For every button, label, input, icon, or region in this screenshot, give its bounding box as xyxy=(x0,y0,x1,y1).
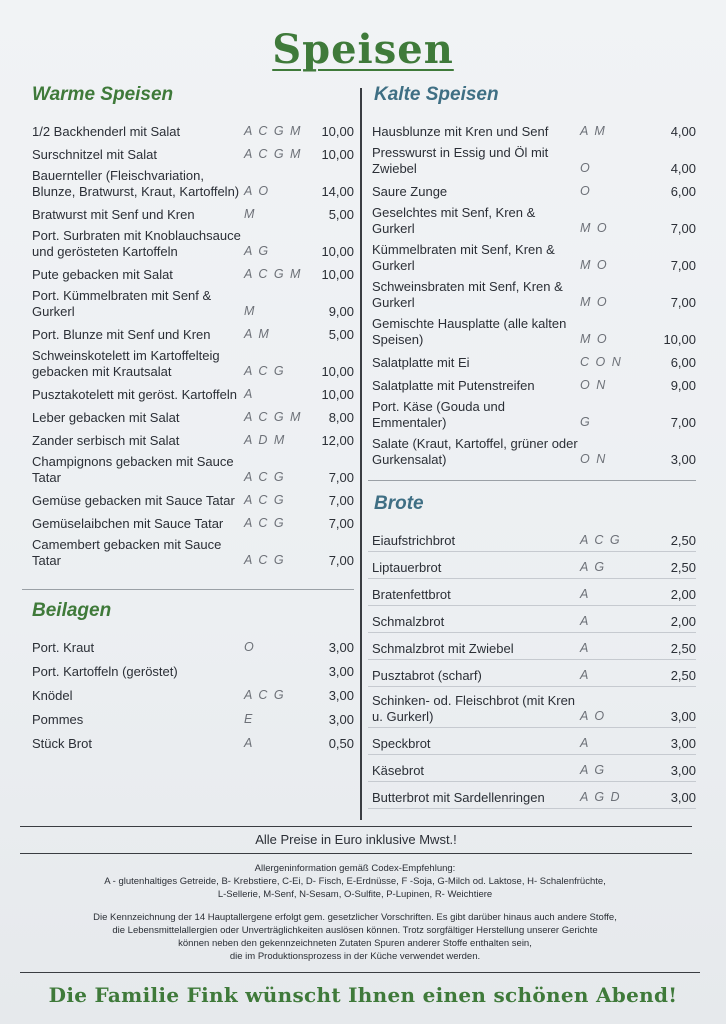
menu-item-allergens: A M xyxy=(244,327,271,341)
menu-item-allergens: M O xyxy=(580,258,609,272)
menu-item-price: 2,50 xyxy=(670,560,696,575)
menu-item-name: Salatplatte mit Ei xyxy=(372,355,470,370)
menu-item-allergens: O N xyxy=(580,452,607,466)
menu-item-name: Gemüse gebacken mit Sauce Tatar xyxy=(32,493,235,508)
footer-greeting: Die Familie Fink wünscht Ihnen einen schönen Abend! xyxy=(48,983,678,1007)
menu-item-name: Schinken- od. Fleischbrot (mit Kren u. Gurkerl) xyxy=(372,693,576,724)
menu-item-price: 8,00 xyxy=(328,410,354,425)
menu-item-name: Camembert gebacken mit Sauce Tatar xyxy=(32,537,222,568)
page-title: Speisen xyxy=(272,26,454,73)
menu-item-name: Champignons gebacken mit Sauce Tatar xyxy=(32,454,234,485)
menu-item-price: 3,00 xyxy=(328,688,354,703)
menu-item-allergens: M O xyxy=(580,295,609,309)
menu-item xyxy=(22,734,354,752)
menu-item-price: 7,00 xyxy=(328,516,354,531)
menu-item-allergens: E xyxy=(244,712,254,726)
menu-item-price: 2,50 xyxy=(670,533,696,548)
menu-item-price: 6,00 xyxy=(670,184,696,199)
menu-item-price: 6,00 xyxy=(670,355,696,370)
menu-item-name: Butterbrot mit Sardellenringen xyxy=(372,790,545,805)
allergen-line: können neben den gekennzeichneten Zutaten Spuren anderer Stoffe enthalten sein, xyxy=(178,938,532,949)
brote-section xyxy=(368,480,696,809)
menu-item-price: 3,00 xyxy=(670,790,696,805)
menu-item-allergens: A C G M xyxy=(244,410,302,424)
warme-speisen-list xyxy=(22,122,354,569)
menu-item-price: 7,00 xyxy=(670,415,696,430)
menu-item xyxy=(22,122,354,140)
menu-item-price: 10,00 xyxy=(321,124,354,139)
menu-item-name: Speckbrot xyxy=(372,736,431,751)
menu-item-price: 3,00 xyxy=(670,452,696,467)
menu-item xyxy=(22,454,354,486)
menu-item xyxy=(22,385,354,403)
menu-item-allergens: M xyxy=(244,207,256,221)
kalte-speisen-list xyxy=(368,122,696,468)
menu-item-allergens: A C G xyxy=(244,553,286,567)
menu-item-allergens: A D M xyxy=(244,433,286,447)
menu-item-allergens: O xyxy=(580,161,592,175)
menu-item xyxy=(22,514,354,532)
menu-item xyxy=(22,348,354,380)
menu-item-allergens: A G xyxy=(580,560,606,574)
menu-item-name: Bratwurst mit Senf und Kren xyxy=(32,207,195,222)
menu-item xyxy=(368,279,696,311)
menu-item xyxy=(368,122,696,140)
menu-item xyxy=(368,734,696,755)
menu-item-allergens: A xyxy=(580,614,590,628)
menu-item-price: 3,00 xyxy=(670,709,696,724)
menu-item xyxy=(22,431,354,449)
menu-item-allergens: A O xyxy=(580,709,606,723)
menu-item-price: 3,00 xyxy=(670,763,696,778)
menu-item-allergens: A xyxy=(580,668,590,682)
menu-item-allergens: A C G xyxy=(244,364,286,378)
menu-item-price: 5,00 xyxy=(328,327,354,342)
menu-item-price: 7,00 xyxy=(670,221,696,236)
menu-item-allergens: A G D xyxy=(580,790,622,804)
menu-item-allergens: A M xyxy=(580,124,607,138)
menu-item-price: 9,00 xyxy=(328,304,354,319)
brote-heading: Brote xyxy=(374,493,424,514)
menu-item-name: Knödel xyxy=(32,688,73,703)
menu-item-allergens: A xyxy=(580,641,590,655)
menu-item xyxy=(22,662,354,680)
menu-item-allergens: M O xyxy=(580,221,609,235)
menu-item-name: Bratenfettbrot xyxy=(372,587,451,602)
menu-item-allergens: A C G xyxy=(244,688,286,702)
menu-item-name: Pusztakotelett mit geröst. Kartoffeln xyxy=(32,387,237,402)
menu-item xyxy=(368,558,696,579)
menu-item-allergens: A C G M xyxy=(244,267,302,281)
menu-item-price: 10,00 xyxy=(321,267,354,282)
menu-item xyxy=(368,205,696,237)
menu-item xyxy=(22,686,354,704)
menu-item xyxy=(368,242,696,274)
allergen-info xyxy=(30,862,680,963)
menu-item xyxy=(22,710,354,728)
menu-item-price: 10,00 xyxy=(321,147,354,162)
menu-item xyxy=(22,491,354,509)
menu-item-allergens xyxy=(244,679,311,680)
beilagen-heading: Beilagen xyxy=(32,600,112,621)
menu-item-name: Schweinsbraten mit Senf, Kren & Gurkerl xyxy=(372,279,563,310)
menu-item-name: Port. Kraut xyxy=(32,640,95,655)
menu-item-allergens: O xyxy=(580,184,592,198)
menu-item-allergens: A C G M xyxy=(244,147,302,161)
menu-item-price: 12,00 xyxy=(321,433,354,448)
menu-item-price: 2,00 xyxy=(670,587,696,602)
kalte-speisen-heading: Kalte Speisen xyxy=(374,84,499,105)
menu-item-allergens: G xyxy=(580,415,592,429)
menu-item-allergens: M xyxy=(244,304,256,318)
allergen-line: A - glutenhaltiges Getreide, B- Krebstiere, C-Ei, D- Fisch, E-Erdnüsse, F -Soja, G-Milch od. Laktose, H- Schalenfrüchte, xyxy=(104,876,606,887)
menu-item-allergens: C O N xyxy=(580,355,623,369)
menu-item xyxy=(22,638,354,656)
allergen-line: die Lebensmittelallergien oder Unverträglichkeiten auslösen können. Trotz sorgfältiger Herstellung unserer Gerichte xyxy=(112,925,598,936)
menu-item-name: Schweinskotelett im Kartoffelteig gebacken mit Krautsalat xyxy=(32,348,220,379)
menu-item-allergens: A C G xyxy=(244,493,286,507)
footer-divider xyxy=(20,972,700,973)
menu-item xyxy=(22,325,354,343)
allergen-line: Die Kennzeichnung der 14 Hauptallergene erfolgt gem. gesetzlicher Vorschriften. Es gibt darüber hinaus auch andere Stoffe, xyxy=(93,912,617,923)
menu-item-name: Saure Zunge xyxy=(372,184,448,199)
menu-item-name: Gemischte Hausplatte (alle kalten Speisen) xyxy=(372,316,567,347)
menu-item-allergens: O N xyxy=(580,378,607,392)
menu-item-allergens: M O xyxy=(580,332,609,346)
menu-item xyxy=(22,145,354,163)
menu-item-name: Port. Käse (Gouda und Emmentaler) xyxy=(372,399,505,430)
menu-item-name: Zander serbisch mit Salat xyxy=(32,433,180,448)
menu-item-name: Stück Brot xyxy=(32,736,92,751)
menu-item-name: Port. Blunze mit Senf und Kren xyxy=(32,327,211,342)
menu-item-name: 1/2 Backhenderl mit Salat xyxy=(32,124,181,139)
menu-item-name: Salatplatte mit Putenstreifen xyxy=(372,378,535,393)
column-divider xyxy=(360,88,362,820)
menu-item-allergens: A C G M xyxy=(244,124,302,138)
menu-item-name: Port. Surbraten mit Knoblauchsauce und gerösteten Kartoffeln xyxy=(32,228,241,259)
menu-item-price: 9,00 xyxy=(670,378,696,393)
menu-item-name: Surschnitzel mit Salat xyxy=(32,147,157,162)
menu-item-price: 7,00 xyxy=(670,258,696,273)
menu-item-name: Port. Kümmelbraten mit Senf & Gurkerl xyxy=(32,288,212,319)
menu-item xyxy=(368,316,696,348)
menu-item-name: Hausblunze mit Kren und Senf xyxy=(372,124,549,139)
menu-item xyxy=(368,666,696,687)
menu-item xyxy=(368,761,696,782)
menu-item-price: 10,00 xyxy=(663,332,696,347)
menu-item-price: 7,00 xyxy=(328,493,354,508)
menu-item-name: Schmalzbrot xyxy=(372,614,445,629)
menu-item xyxy=(368,145,696,177)
warme-speisen-heading: Warme Speisen xyxy=(32,84,174,105)
menu-item-allergens: A xyxy=(244,387,254,401)
menu-item xyxy=(368,788,696,809)
menu-item-price: 4,00 xyxy=(670,124,696,139)
menu-item-name: Leber gebacken mit Salat xyxy=(32,410,180,425)
menu-item xyxy=(368,531,696,552)
menu-item-price: 10,00 xyxy=(321,244,354,259)
menu-item-allergens: A xyxy=(244,736,254,750)
menu-item-name: Eiaufstrichbrot xyxy=(372,533,456,548)
menu-item-name: Pommes xyxy=(32,712,84,727)
menu-item-allergens: A G xyxy=(244,244,270,258)
right-column xyxy=(368,82,696,815)
menu-item-name: Liptauerbrot xyxy=(372,560,442,575)
menu-item xyxy=(22,288,354,320)
menu-item xyxy=(22,205,354,223)
menu-item xyxy=(368,693,696,728)
menu-item xyxy=(368,376,696,394)
menu-item-name: Salate (Kraut, Kartoffel, grüner oder Gurkensalat) xyxy=(372,436,578,467)
menu-item-price: 5,00 xyxy=(328,207,354,222)
menu-item-price: 7,00 xyxy=(328,553,354,568)
menu-item xyxy=(368,612,696,633)
menu-item xyxy=(22,228,354,260)
menu-item xyxy=(22,265,354,283)
menu-item-price: 10,00 xyxy=(321,387,354,402)
menu-item-name: Käsebrot xyxy=(372,763,425,778)
menu-item-name: Pute gebacken mit Salat xyxy=(32,267,173,282)
menu-item-name: Presswurst in Essig und Öl mit Zwiebel xyxy=(372,145,549,176)
menu-item-name: Port. Kartoffeln (geröstet) xyxy=(32,664,178,679)
menu-item-price: 14,00 xyxy=(321,184,354,199)
menu-item-price: 7,00 xyxy=(670,295,696,310)
allergen-line: Allergeninformation gemäß Codex-Empfehlung: xyxy=(254,863,456,874)
menu-item xyxy=(22,408,354,426)
menu-item-price: 3,00 xyxy=(328,712,354,727)
menu-item xyxy=(368,639,696,660)
menu-item-price: 3,00 xyxy=(328,664,354,679)
menu-item-name: Gemüselaibchen mit Sauce Tatar xyxy=(32,516,224,531)
allergen-line: L-Sellerie, M-Senf, N-Sesam, O-Sulfite, P-Lupinen, R- Weichtiere xyxy=(217,889,493,900)
menu-item xyxy=(22,168,354,200)
menu-item-price: 3,00 xyxy=(670,736,696,751)
beilagen-section xyxy=(22,589,354,752)
left-column xyxy=(22,82,354,758)
menu-item-allergens: O xyxy=(244,640,256,654)
menu-item-allergens: A xyxy=(580,736,590,750)
menu-item-name: Kümmelbraten mit Senf, Kren & Gurkerl xyxy=(372,242,555,273)
menu-item-allergens: A C G xyxy=(580,533,622,547)
menu-item xyxy=(368,353,696,371)
prices-note: Alle Preise in Euro inklusive Mwst.! xyxy=(20,826,692,854)
beilagen-list xyxy=(22,638,354,752)
menu-item-price: 10,00 xyxy=(321,364,354,379)
menu-item xyxy=(368,585,696,606)
menu-item-allergens: A C G xyxy=(244,516,286,530)
menu-item xyxy=(368,182,696,200)
menu-item-price: 7,00 xyxy=(328,470,354,485)
allergen-line: die im Produktionsprozess in der Küche verwendet werden. xyxy=(229,951,481,962)
menu-item-name: Pusztabrot (scharf) xyxy=(372,668,482,683)
menu-item xyxy=(368,436,696,468)
menu-item-name: Bauernteller (Fleischvariation, Blunze, Bratwurst, Kraut, Kartoffeln) xyxy=(32,168,240,199)
menu-item xyxy=(22,537,354,569)
menu-item-price: 2,00 xyxy=(670,614,696,629)
menu-item-price: 4,00 xyxy=(670,161,696,176)
menu-item-allergens: A G xyxy=(580,763,606,777)
menu-item-name: Schmalzbrot mit Zwiebel xyxy=(372,641,514,656)
menu-item-price: 2,50 xyxy=(670,641,696,656)
menu-item-allergens: A O xyxy=(244,184,270,198)
menu-item-name: Geselchtes mit Senf, Kren & Gurkerl xyxy=(372,205,536,236)
brote-list xyxy=(368,531,696,809)
menu-item-price: 2,50 xyxy=(670,668,696,683)
menu-item-price: 0,50 xyxy=(328,736,354,751)
menu-item-price: 3,00 xyxy=(328,640,354,655)
menu-item-allergens: A xyxy=(580,587,590,601)
menu-item xyxy=(368,399,696,431)
menu-item-allergens: A C G xyxy=(244,470,286,484)
